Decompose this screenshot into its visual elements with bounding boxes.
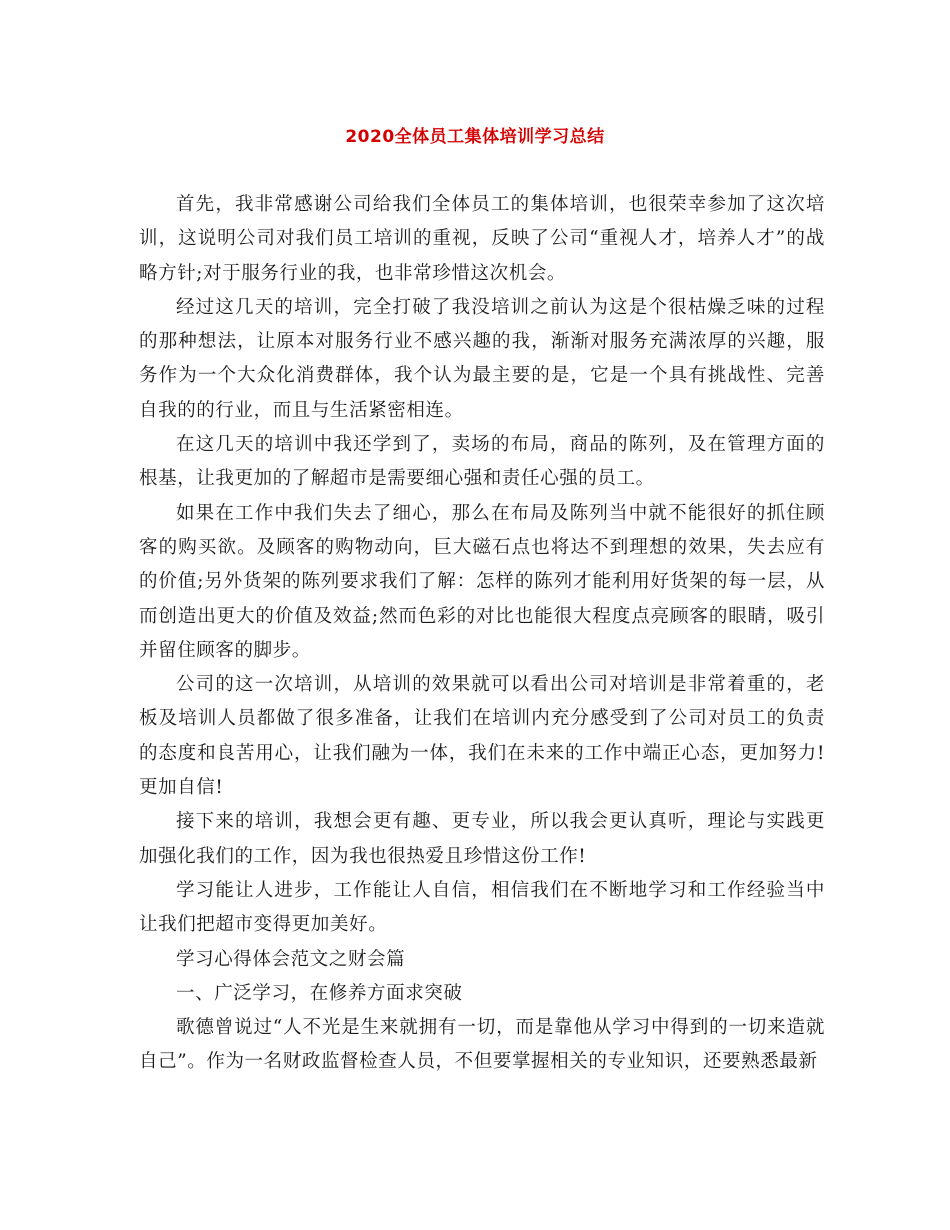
document-title: 2020全体员工集体培训学习总结 — [345, 127, 605, 147]
paragraph: 首先，我非常感谢公司给我们全体员工的集体培训，也很荣幸参加了这次培训，这说明公司对我们员工培训的重视，反映了公司“重视人才，培养人才”的战略方针;对于服务行业的我，也非常珍惜这次机会。 — [139, 194, 825, 284]
paragraph: 公司的这一次培训，从培训的效果就可以看出公司对培训是非常着重的，老板及培训人员都做了很多准备，让我们在培训内充分感受到了公司对员工的负责的态度和良苦用心，让我们融为一体，我们在未来的工作中端正心态，更加努力!更加自信! — [139, 674, 825, 799]
paragraph: 歌德曾说过“人不光是生来就拥有一切，而是靠他从学习中得到的一切来造就自己”。作为一名财政监督检查人员，不但要掌握相关的专业知识，还要熟悉最新 — [139, 1017, 825, 1073]
document-body — [139, 188, 825, 1080]
paragraph: 接下来的培训，我想会更有趣、更专业，所以我会更认真听，理论与实践更加强化我们的工作，因为我也很热爱且珍惜这份工作! — [139, 811, 825, 867]
subsection-heading: 一、广泛学习，在修养方面求突破 — [176, 982, 463, 1004]
section-heading: 学习心得体会范文之财会篇 — [176, 948, 406, 970]
paragraph: 经过这几天的培训，完全打破了我没培训之前认为这是个很枯燥乏味的过程的那种想法，让原本对服务行业不感兴趣的我，渐渐对服务充满浓厚的兴趣，服务作为一个大众化消费群体，我个认为最主要的是，它是一个具有挑战性、完善自我的的行业，而且与生活紧密相连。 — [139, 296, 825, 421]
paragraph: 学习能让人进步，工作能让人自信，相信我们在不断地学习和工作经验当中让我们把超市变得更加美好。 — [139, 879, 825, 936]
paragraph: 如果在工作中我们失去了细心，那么在布局及陈列当中就不能很好的抓住顾客的购买欲。及顾客的购物动向，巨大磁石点也将达不到理想的效果，失去应有的价值;另外货架的陈列要求我们了解：怎样的陈列才能利用好货架的每一层，从而创造出更大的价值及效益;然而色彩的对比也能很大程度点亮顾客的眼睛，吸引并留住顾客的脚步。 — [139, 502, 825, 661]
paragraph: 在这几天的培训中我还学到了，卖场的布局，商品的陈列，及在管理方面的根基，让我更加的了解超市是需要细心强和责任心强的员工。 — [139, 434, 825, 490]
